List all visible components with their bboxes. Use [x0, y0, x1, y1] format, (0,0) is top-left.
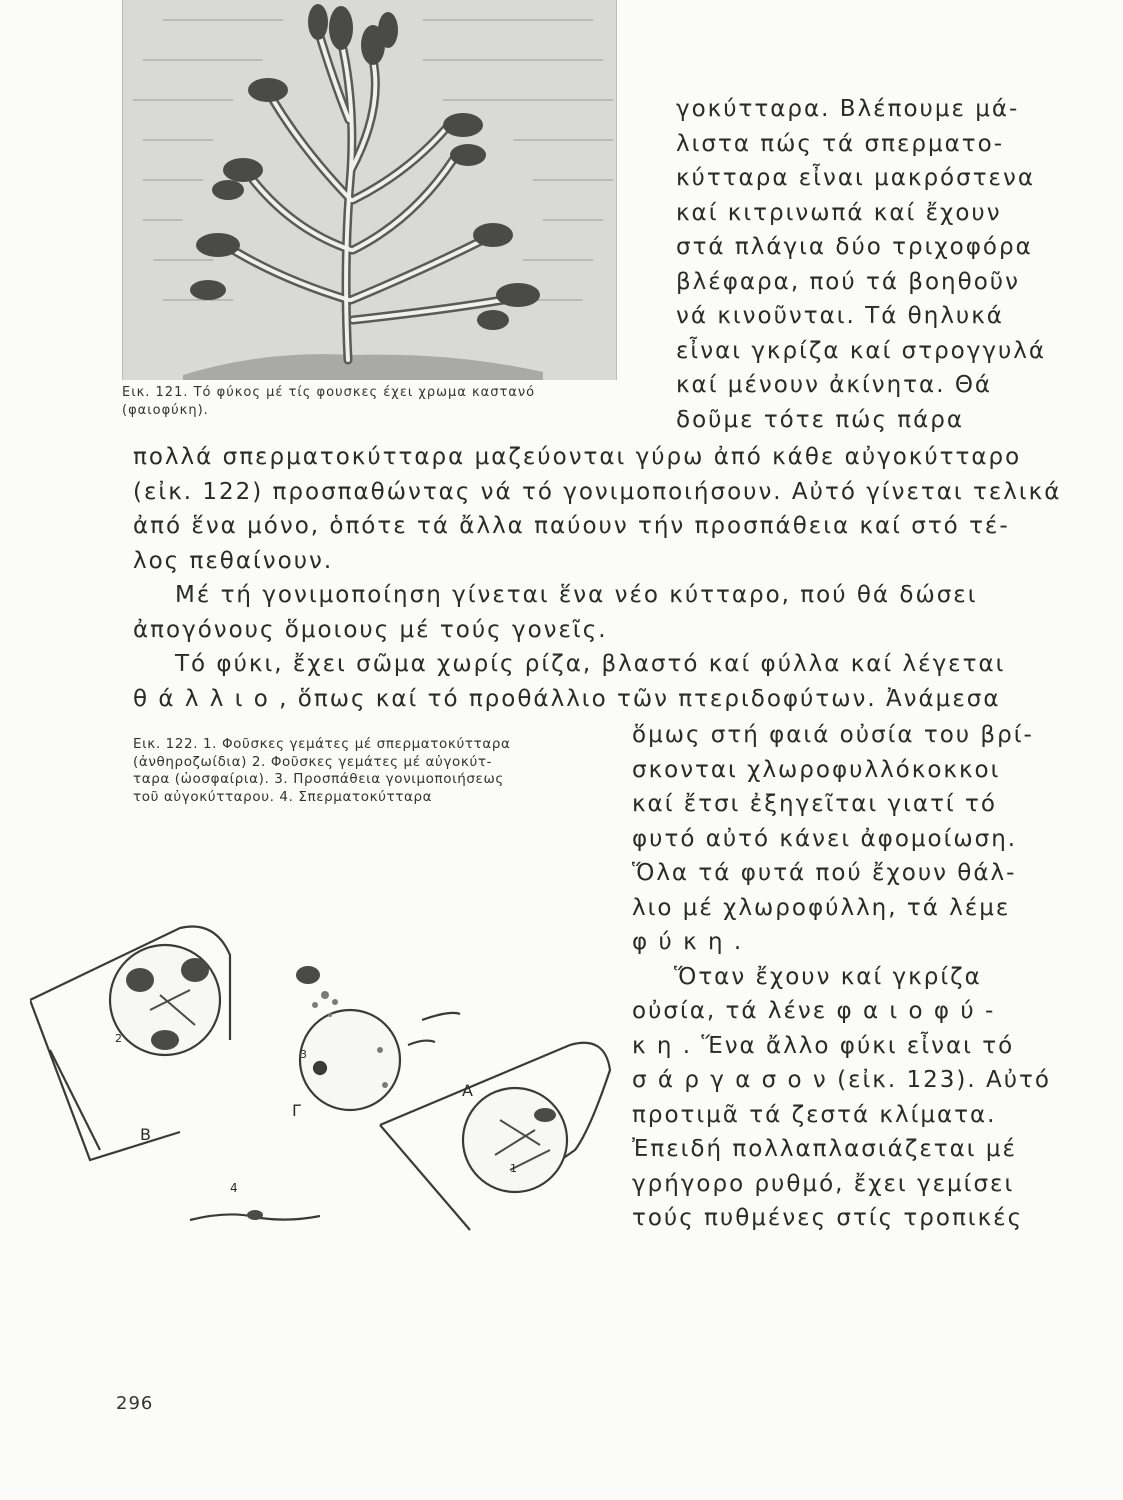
figure-122-illustration	[30, 900, 630, 1240]
figure-label-g: Γ	[292, 1101, 301, 1120]
text-line: καί κιτρινωπά καί ἔχουν	[676, 199, 1002, 226]
column-paragraph	[676, 92, 1047, 437]
figure-label-2: 2	[115, 1032, 122, 1045]
caption-line: Εικ. 122. 1. Φοῦσκες γεμάτες μέ σπερματοκύτταρα	[133, 736, 511, 752]
text-line: σ ά ρ γ α σ ο ν (εἰκ. 123). Αὐτό	[632, 1067, 1051, 1093]
text-line: στά πλάγια δύο τριχοφόρα	[676, 234, 1033, 260]
caption-line: τοῦ αὐγοκύτταρου. 4. Σπερματοκύτταρα	[133, 788, 433, 805]
text-line: ἀπό ἕνα μόνο, ὁπότε τά ἄλλα παύουν τήν προσπάθεια καί στό τέ-	[133, 513, 1010, 539]
caption-line: ταρα (ὠοσφαίρια). 3. Προσπάθεια γονιμοποιήσεως	[133, 771, 504, 787]
text-line: λος πεθαίνουν.	[133, 547, 334, 574]
text-line: θ ά λ λ ι ο , ὅπως καί τό προθάλλιο τῶν πτεριδοφύτων. Ἀνάμεσα	[133, 685, 1001, 712]
text-line: (εἰκ. 122) προσπαθώντας νά τό γονιμοποιήσουν. Αὐτό γίνεται τελικά	[133, 478, 1062, 505]
caption-line: (ἀνθηροζωίδια) 2. Φοῦσκες γεμάτες μέ αὐγοκύτ-	[133, 753, 493, 770]
text-line: καί μένουν ἀκίνητα. Θά	[676, 372, 993, 398]
text-line: πολλά σπερματοκύτταρα μαζεύονται γύρω ἀπό κάθε αὐγοκύτταρο	[133, 444, 1022, 470]
column-paragraph-2	[632, 718, 1051, 1236]
text-line: φυτό αὐτό κάνει ἀφομοίωση.	[632, 825, 1018, 852]
figure-121-caption: Εικ. 121. Τό φύκος μέ τίς φουσκες έχει χρωμα καστανό (φαιοφύκη).	[122, 385, 536, 418]
text-line: σκονται χλωροφυλλόκοκκοι	[632, 756, 1001, 783]
text-line: Μέ τή γονιμοποίηση γίνεται ἕνα νέο κύτταρο, πού θά δώσει	[175, 582, 978, 608]
text-line: νά κινοῦνται. Τά θηλυκά	[676, 303, 1004, 329]
text-line: βλέφαρα, πού τά βοηθοῦν	[676, 268, 1020, 295]
figure-122-caption	[133, 736, 628, 806]
text-line: φ ύ κ η .	[632, 929, 744, 955]
page-number: 296	[116, 1393, 154, 1414]
text-line: κύτταρα εἶναι μακρόστενα	[676, 165, 1035, 191]
text-line: δοῦμε τότε πώς πάρα	[676, 406, 965, 433]
text-line: προτιμᾶ τά ζεστά κλίματα.	[632, 1101, 997, 1128]
figure-label-a: A	[462, 1081, 473, 1100]
text-line: εἶναι γκρίζα καί στρογγυλά	[676, 337, 1047, 364]
full-paragraph-1	[133, 440, 1062, 716]
text-line: ὅμως στή φαιά οὐσία του βρί-	[632, 722, 1034, 748]
text-line: ἀπογόνους ὅμοιους μέ τούς γονεῖς.	[133, 616, 608, 643]
figure-label-1: 1	[510, 1162, 517, 1175]
text-line: γρήγορο ρυθμό, ἔχει γεμίσει	[632, 1170, 1015, 1197]
text-line: Ὅταν ἔχουν καί γκρίζα	[674, 963, 982, 990]
figure-label-b: B	[140, 1125, 151, 1144]
text-line: Ὅλα τά φυτά πού ἔχουν θάλ-	[632, 860, 1017, 886]
text-line: λιστα πώς τά σπερματο-	[676, 130, 1004, 157]
text-line: Τό φύκι, ἔχει σῶμα χωρίς ρίζα, βλαστό καί φύλλα καί λέγεται	[175, 651, 1006, 677]
text-line: κ η . Ἕνα ἄλλο φύκι εἶναι τό	[632, 1032, 1015, 1059]
figure-121-illustration	[122, 0, 617, 380]
text-line: οὐσία, τά λένε φ α ι ο φ ύ -	[632, 998, 996, 1024]
text-line: γοκύτταρα. Βλέπουμε μά-	[676, 96, 1020, 122]
figure-label-4: 4	[230, 1181, 238, 1195]
figure-label-3: 3	[300, 1048, 307, 1061]
text-line: καί ἔτσι ἐξηγεῖται γιατί τό	[632, 791, 997, 817]
text-line: λιο μέ χλωροφύλλη, τά λέμε	[632, 894, 1011, 921]
text-line: Ἐπειδή πολλαπλασιάζεται μέ	[632, 1136, 1017, 1162]
text-line: τούς πυθμένες στίς τροπικές	[632, 1205, 1024, 1231]
